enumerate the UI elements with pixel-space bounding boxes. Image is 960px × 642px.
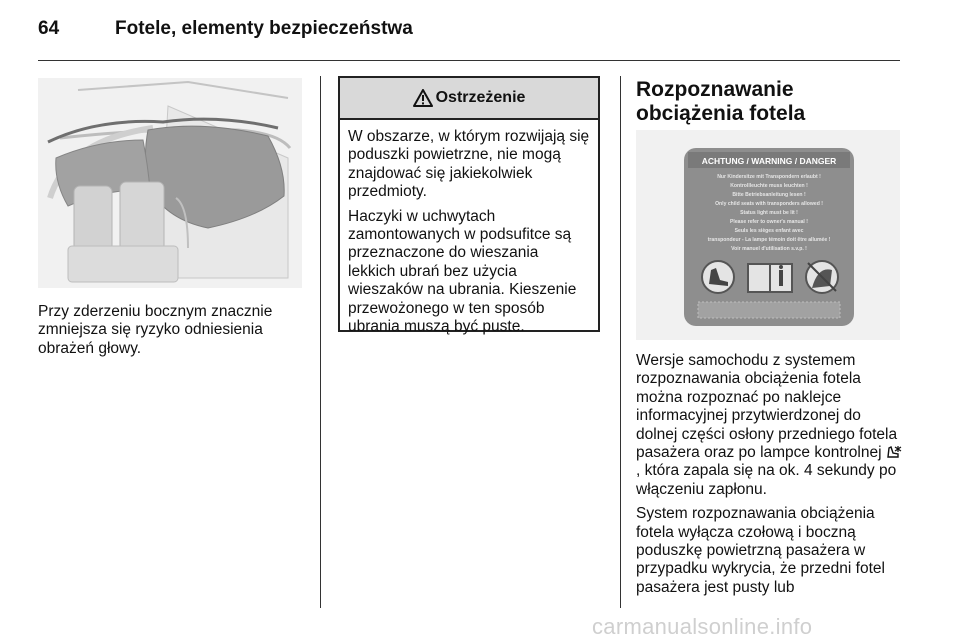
sticker-line: Nur Kindersitze mit Transpondern erlaubt ! [717, 174, 821, 180]
seat-occupancy-indicator-icon [886, 445, 902, 459]
sticker-line: Seuls les sièges enfant avec [734, 228, 804, 234]
warning-title: Ostrzeżenie [435, 89, 526, 106]
sticker-pictograms [702, 261, 838, 293]
page-number: 64 [38, 18, 60, 39]
warning-header [340, 78, 598, 120]
sticker-line: Voir manuel d'utilisation s.v.p. ! [731, 246, 807, 252]
sticker-title: ACHTUNG / WARNING / DANGER [701, 156, 837, 166]
warning-triangle-icon [413, 89, 433, 107]
curtain-airbag-illustration [38, 78, 302, 288]
sticker-line: Status light must be lit ! [740, 210, 798, 216]
column-divider-1 [320, 76, 321, 608]
warning-paragraph-2: Haczyki w uchwytach zamontowanych w podsufitce są przeznaczone do wieszania lekkich ubrań bez użycia wieszaków na ubrania. Kieszenie przewożonego w ten sposób ubrania muszą być puste. [348, 207, 577, 336]
page-title: Fotele, elementy bezpieczeństwa [115, 18, 413, 39]
sticker-line: transpondeur - La lampe témoin doit être allumée ! [707, 237, 831, 243]
warning-paragraph-1: W obszarze, w którym rozwijają się poduszki powietrzne, nie mogą znajdować się jakiekolwiek przedmioty. [348, 128, 590, 201]
occupancy-paragraph-1: Wersje samochodu z systemem rozpoznawania obciążenia fotela można rozpoznać po naklejce informacyjnej przytwierdzonej do dolnej części osłony przedniego fotela pasażera oraz po lampce kontrolnej , która zapala się na ok. 4 sekundy po włączeniu zapłonu. [636, 352, 906, 499]
occupancy-paragraph-2: System rozpoznawania obciążenia fotela wyłącza czołową i boczną poduszkę powietrzną pasażera w przypadku wykrycia, że przedni fotel pasażera jest pusty lub [636, 505, 885, 596]
seat-occupancy-sticker-photo [636, 130, 900, 340]
header-rule [38, 60, 900, 61]
airbag-caption: Przy zderzeniu bocznym znacznie zmniejsza się ryzyko odniesienia obrażeń głowy. [38, 303, 273, 357]
warning-box [338, 76, 600, 336]
sticker-line: Kontrollleuchte muss leuchten ! [730, 183, 808, 189]
sticker-line: Please refer to owner's manual ! [730, 219, 808, 225]
column-divider-2 [620, 76, 621, 608]
sticker-line: Bitte Betriebsanleitung lesen ! [732, 192, 806, 198]
watermark: carmanualsonline.info [592, 614, 813, 639]
sticker-line: Only child seats with transponders allowed ! [715, 201, 823, 207]
section-heading: Rozpoznawanie obciążenia fotela [636, 78, 806, 125]
